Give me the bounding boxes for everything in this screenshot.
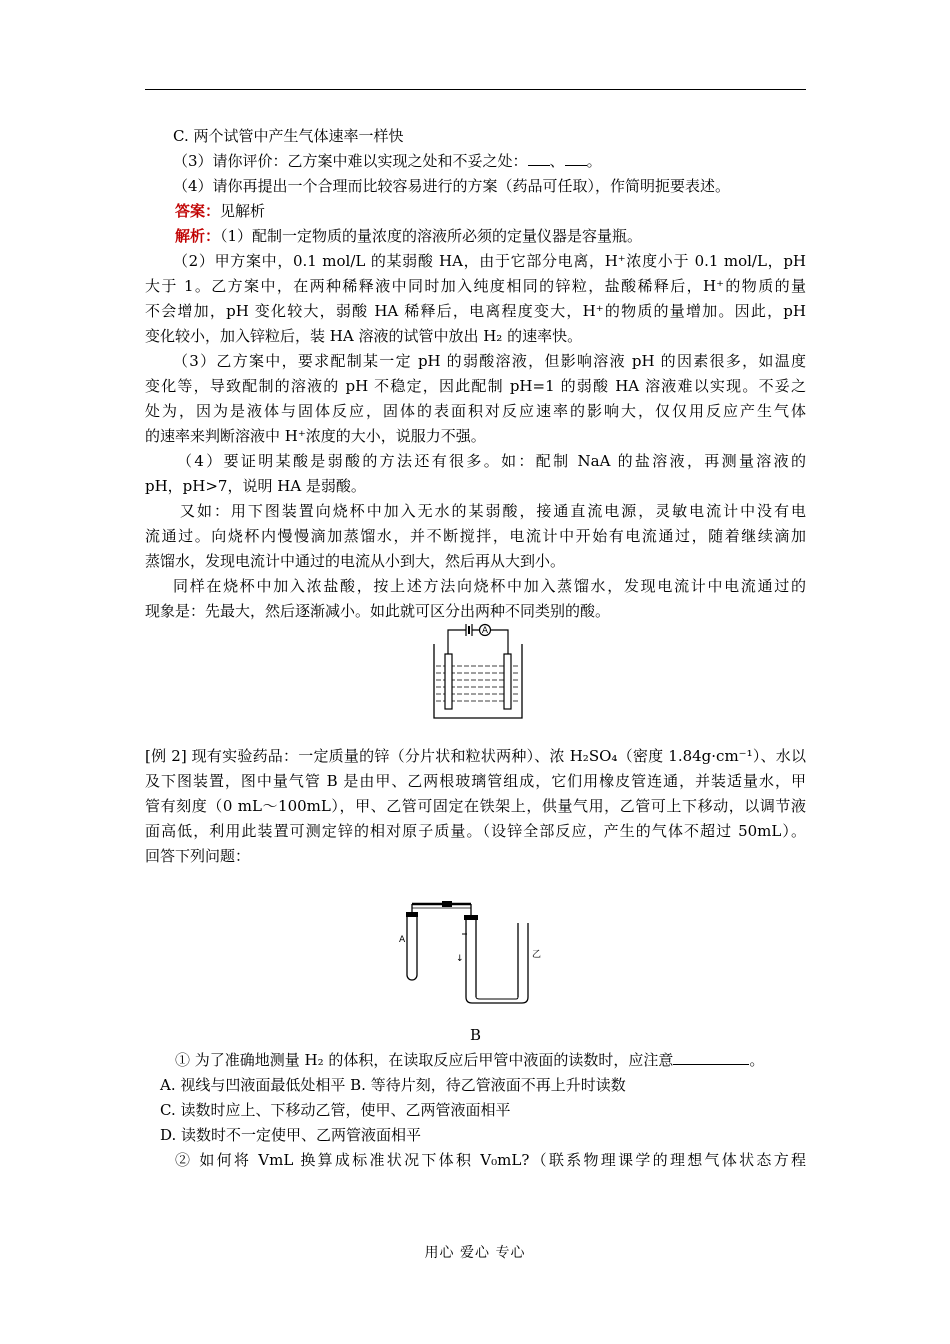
option-c-line: C. 两个试管中产生气体速率一样快 — [173, 127, 404, 145]
paragraph-line: 蒸馏水，发现电流计中通过的电流从小到大，然后再从大到小。 — [145, 552, 566, 570]
analysis-label: 解析： — [175, 227, 221, 245]
ammeter-label: A — [481, 626, 489, 636]
svg-text:↓: ↓ — [456, 954, 464, 964]
paragraph-line: 流通过。向烧杯内慢慢滴加蒸馏水，并不断搅拌，电流计中开始有电流通过，随着继续滴加 — [145, 527, 806, 545]
paragraph-line: 回答下列问题： — [145, 847, 251, 865]
paragraph-line: pH，pH>7，说明 HA 是弱酸。 — [145, 477, 366, 495]
paragraph-line: 的速率来判断溶液中 H⁺浓度的大小，说服力不强。 — [145, 427, 486, 445]
answer-blank — [528, 151, 550, 166]
paragraph-line: 又如：用下图装置向烧杯中加入无水的某弱酸，接通直流电源，灵敏电流计中没有电 — [180, 502, 806, 520]
answer-label: 答案： — [175, 202, 221, 220]
paragraph-line: 管有刻度（0 mL～100mL），甲、乙管可固定在铁架上，供量气用，乙管可上下移动，以调节液 — [145, 797, 806, 815]
option-d-line: D. 读数时不一定使甲、乙两管液面相平 — [160, 1126, 422, 1144]
question-2-line: ② 如何将 VmL 换算成标准状况下体积 V₀mL?（联系物理课学的理想气体状态方程 — [175, 1151, 806, 1169]
paragraph-line: 大于 1。乙方案中，在两种稀释液中同时加入纯度相同的锌粒，盐酸稀释后，H⁺的物质的量 — [145, 277, 806, 295]
option-a-b-line: A. 视线与凹液面最低处相平 B. 等待片刻，待乙管液面不再上升时读数 — [160, 1076, 626, 1094]
paragraph-line: 现象是：先最大，然后逐渐减小。如此就可区分出两种不同类别的酸。 — [145, 602, 611, 620]
paragraph-line: 变化等，导致配制的溶液的 pH 不稳定，因此配制 pH=1 的弱酸 HA 溶液难以实现。不妥之 — [145, 377, 806, 395]
analysis-line: 解析：（1）配制一定物质的量浓度的溶液所必须的定量仪器是容量瓶。 — [175, 227, 643, 245]
paragraph-line: （2）甲方案中，0.1 mol/L 的某弱酸 HA，由于它部分电离，H⁺浓度小于 0.1 mol/L，pH — [173, 252, 806, 270]
paragraph-line: 处为，因为是液体与固体反应，固体的表面积对反应速率的影响大，仅仅用反应产生气体 — [145, 402, 806, 420]
question-3-line: （3）请你评价：乙方案中难以实现之处和不妥之处： 、 。 — [173, 152, 602, 170]
paragraph-line: 不会增加，pH 变化较大，弱酸 HA 稀释后，电离程度变大，H⁺的物质的量增加。因此，pH — [145, 302, 806, 320]
answer-line: 答案：见解析 — [175, 202, 266, 220]
page-footer: 用心 爱心 专心 — [424, 1245, 526, 1261]
paragraph-line: 面高低，利用此装置可测定锌的相对原子质量。（设锌全部反应，产生的气体不超过 50mL）。 — [145, 822, 806, 840]
beaker-apparatus-figure — [428, 618, 528, 724]
question-1-line: ① 为了准确地测量 H₂ 的体积，在读取反应后甲管中液面的读数时，应注意 。 — [175, 1051, 765, 1069]
question-4-line: （4）请你再提出一个合理而比较容易进行的方案（药品可任取），作简明扼要表述。 — [173, 177, 731, 195]
header-rule — [145, 89, 806, 90]
gas-burette-figure — [400, 895, 550, 1007]
paragraph-line: （3）乙方案中，要求配制某一定 pH 的弱酸溶液，但影响溶液 pH 的因素很多，如温度 — [173, 352, 806, 370]
paragraph-line: 同样在烧杯中加入浓盐酸，按上述方法向烧杯中加入蒸馏水，发现电流计中电流通过的 — [173, 577, 806, 595]
answer-blank — [565, 151, 587, 166]
paragraph-line: 及下图装置，图中量气管 B 是由甲、乙两根玻璃管组成，它们用橡皮管连通，并装适量水，甲 — [145, 772, 806, 790]
label-a: A — [399, 935, 406, 945]
answer-blank — [673, 1050, 749, 1065]
figure-caption-b: B — [469, 1026, 482, 1044]
label-yi: 乙 — [532, 950, 542, 960]
option-c-line: C. 读数时应上、下移动乙管，使甲、乙两管液面相平 — [160, 1101, 511, 1119]
example-2-line: [例 2] 现有实验药品：一定质量的锌（分片状和粒状两种）、浓 H₂SO₄（密度 1.84g·cm⁻¹）、水以 — [145, 747, 806, 765]
paragraph-line: （4）要证明某酸是弱酸的方法还有很多。如：配制 NaA 的盐溶液，再测量溶液的 — [177, 452, 806, 470]
paragraph-line: 变化较小，加入锌粒后，装 HA 溶液的试管中放出 H₂ 的速率快。 — [145, 327, 583, 345]
